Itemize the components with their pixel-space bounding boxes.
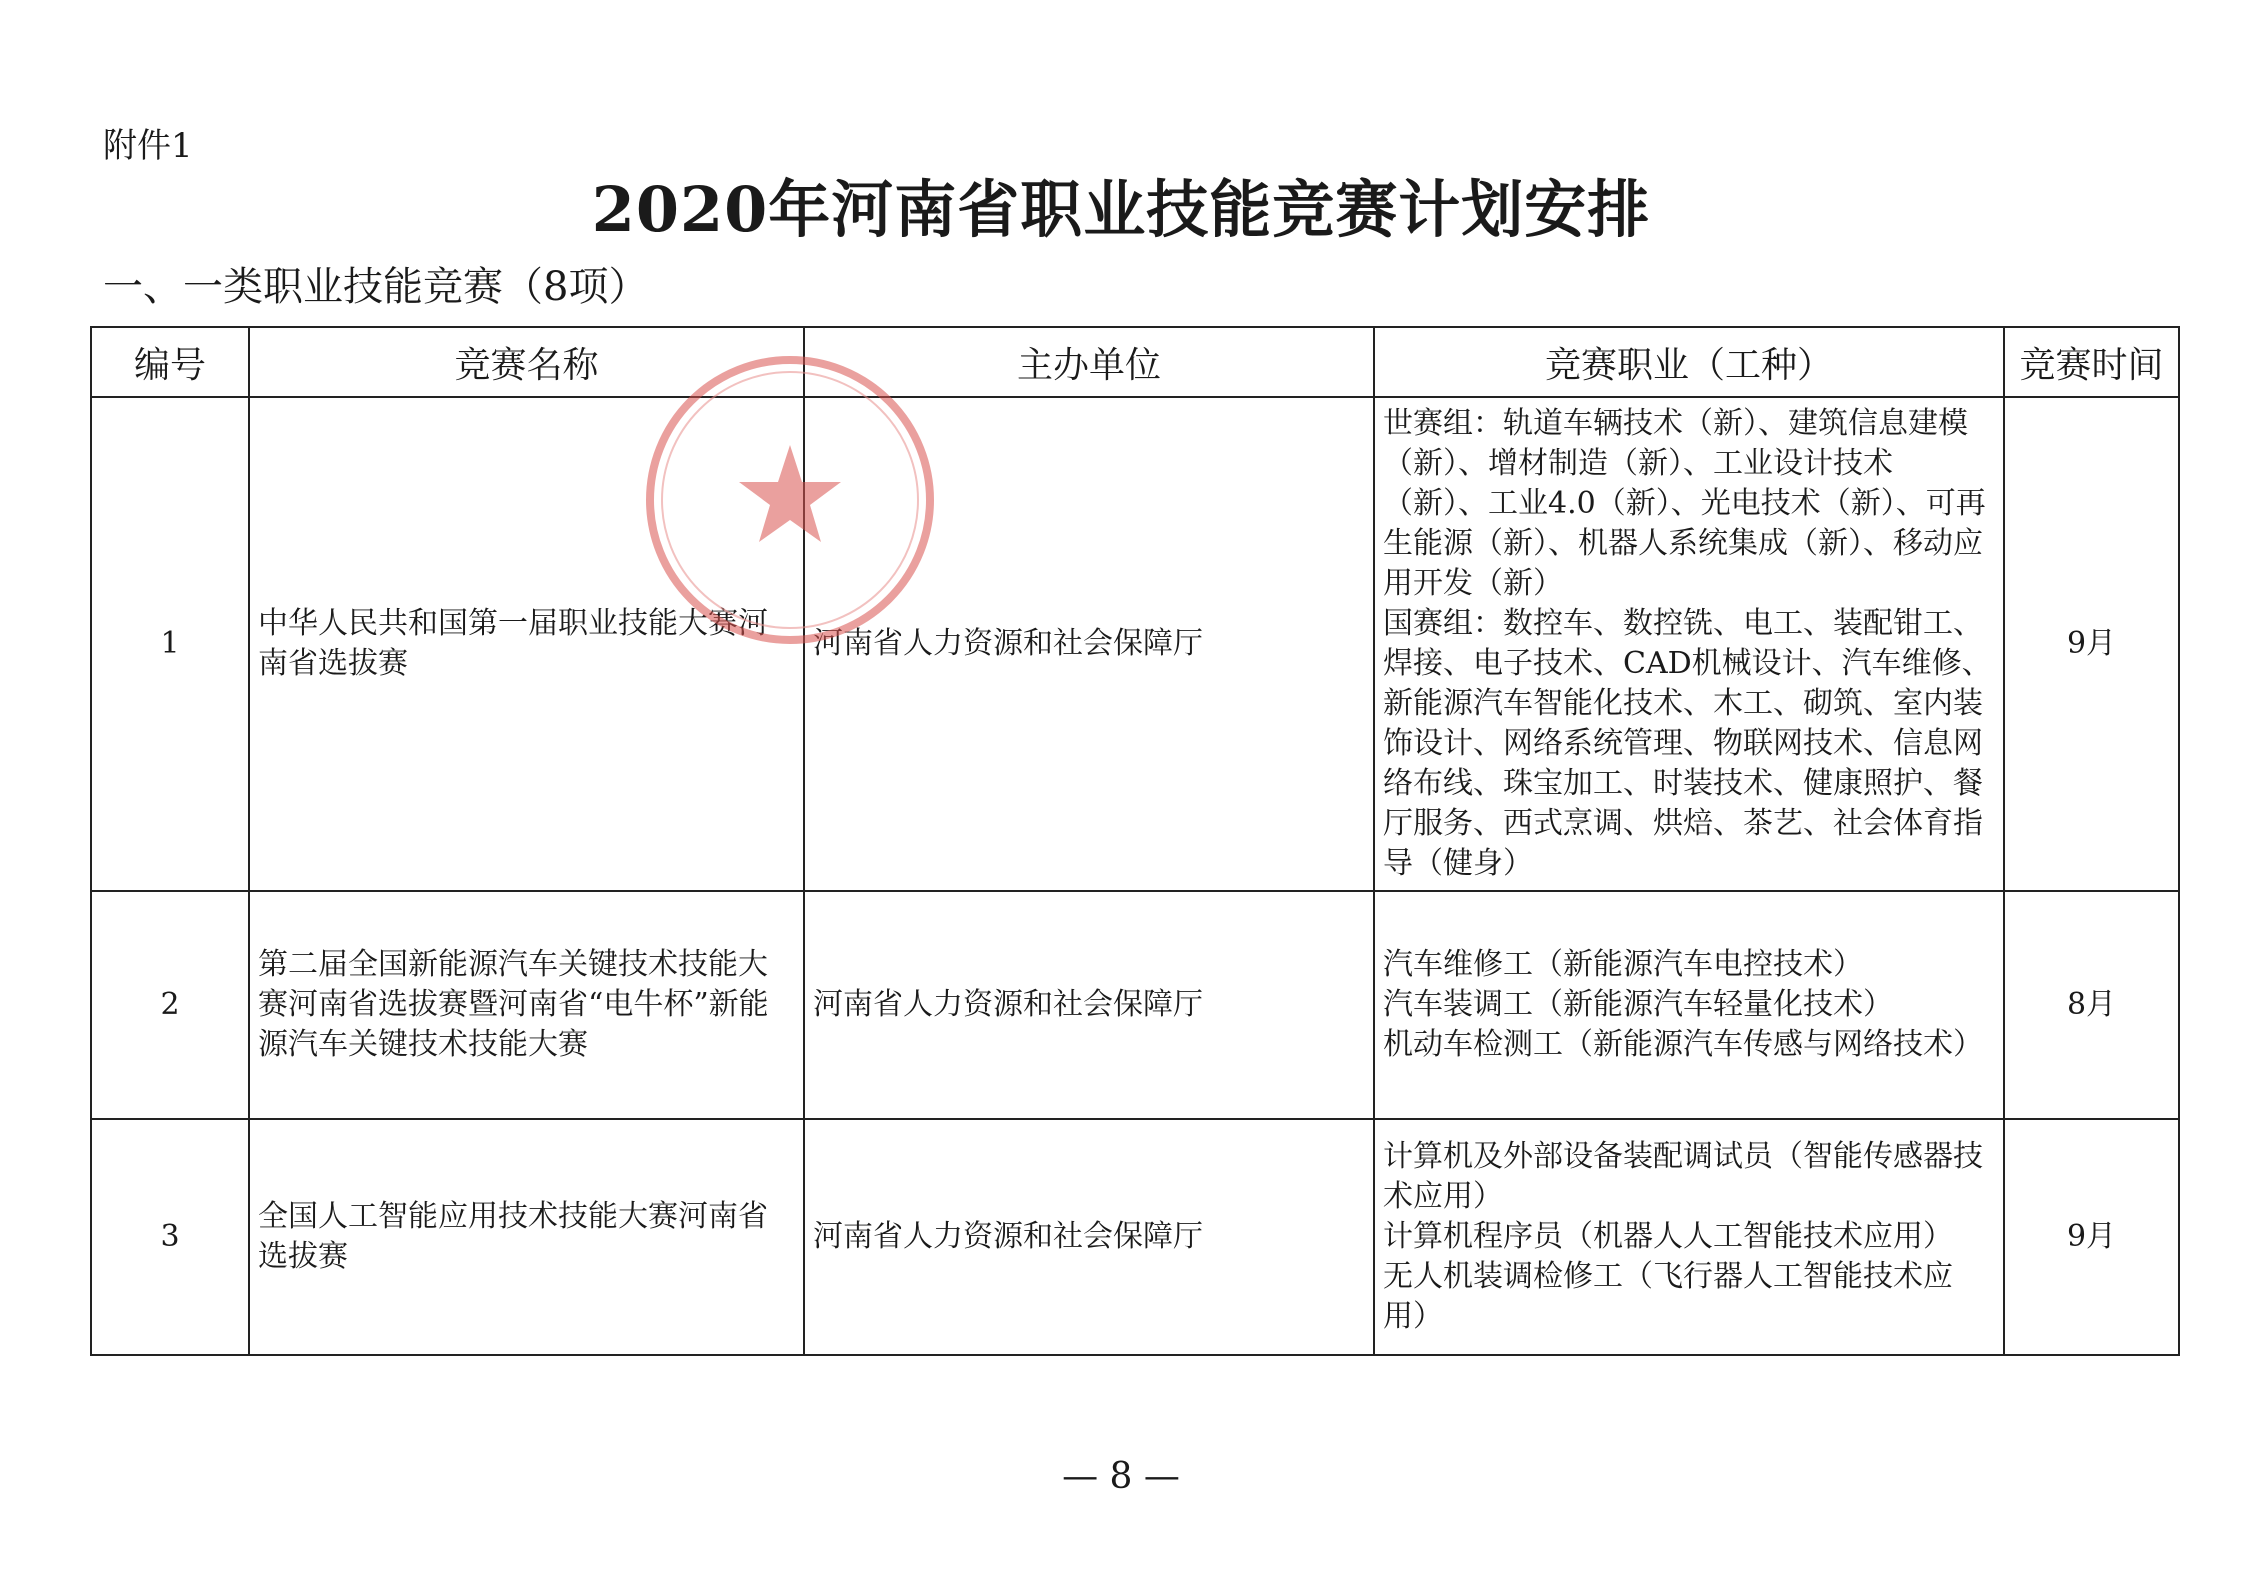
competition-name: 中华人民共和国第一届职业技能大赛河南省选拔赛 bbox=[249, 397, 804, 891]
competition-table bbox=[90, 326, 2180, 1356]
organizer: 河南省人力资源和社会保障厅 bbox=[804, 397, 1374, 891]
header-name: 竞赛名称 bbox=[249, 327, 804, 397]
section-heading: 一、一类职业技能竞赛（8项） bbox=[103, 264, 649, 310]
document-title: 2020年河南省职业技能竞赛计划安排 bbox=[591, 173, 1651, 246]
occupation-line: 无人机装调检修工（飞行器人工智能技术应用） bbox=[1383, 1259, 1953, 1334]
table-row bbox=[91, 1119, 2179, 1355]
competition-name: 第二届全国新能源汽车关键技术技能大赛河南省选拔赛暨河南省“电牛杯”新能源汽车关键技术技能大赛 bbox=[249, 891, 804, 1119]
header-occupations: 竞赛职业（工种） bbox=[1374, 327, 2004, 397]
organizer: 河南省人力资源和社会保障厅 bbox=[804, 1119, 1374, 1355]
header-organizer: 主办单位 bbox=[804, 327, 1374, 397]
occupation-line: 世赛组：轨道车辆技术（新）、建筑信息建模（新）、增材制造（新）、工业设计技术（新）、工业4.0（新）、光电技术（新）、可再生能源（新）、机器人系统集成（新）、移动应用开发（新） bbox=[1383, 406, 1986, 601]
occupation-line: 机动车检测工（新能源汽车传感与网络技术） bbox=[1383, 1027, 1983, 1062]
competition-time: 9月 bbox=[2004, 1119, 2179, 1355]
occupation-line: 计算机程序员（机器人人工智能技术应用） bbox=[1383, 1219, 1953, 1254]
attachment-label: 附件1 bbox=[103, 126, 193, 166]
competition-time: 8月 bbox=[2004, 891, 2179, 1119]
header-number: 编号 bbox=[91, 327, 249, 397]
competition-time: 9月 bbox=[2004, 397, 2179, 891]
table-header-row bbox=[91, 327, 2179, 397]
occupation-line: 计算机及外部设备装配调试员（智能传感器技术应用） bbox=[1383, 1139, 1983, 1214]
occupation-line: 国赛组：数控车、数控铣、电工、装配钳工、焊接、电子技术、CAD机械设计、汽车维修、新能源汽车智能化技术、木工、砌筑、室内装饰设计、网络系统管理、物联网技术、信息网络布线、珠宝加工、时装技术、健康照护、餐厅服务、西式烹调、烘焙、茶艺、社会体育指导（健身） bbox=[1383, 606, 1992, 881]
row-number: 1 bbox=[91, 397, 249, 891]
competition-name: 全国人工智能应用技术技能大赛河南省选拔赛 bbox=[249, 1119, 804, 1355]
occupations-cell bbox=[1374, 891, 2004, 1119]
occupations-cell bbox=[1374, 1119, 2004, 1355]
page-number: — 8 — bbox=[1062, 1456, 1180, 1497]
occupation-line: 汽车装调工（新能源汽车轻量化技术） bbox=[1383, 987, 1893, 1022]
occupation-line: 汽车维修工（新能源汽车电控技术） bbox=[1383, 947, 1863, 982]
occupations-cell bbox=[1374, 397, 2004, 891]
row-number: 2 bbox=[91, 891, 249, 1119]
organizer: 河南省人力资源和社会保障厅 bbox=[804, 891, 1374, 1119]
header-time: 竞赛时间 bbox=[2004, 327, 2179, 397]
table-row bbox=[91, 397, 2179, 891]
row-number: 3 bbox=[91, 1119, 249, 1355]
table-row bbox=[91, 891, 2179, 1119]
